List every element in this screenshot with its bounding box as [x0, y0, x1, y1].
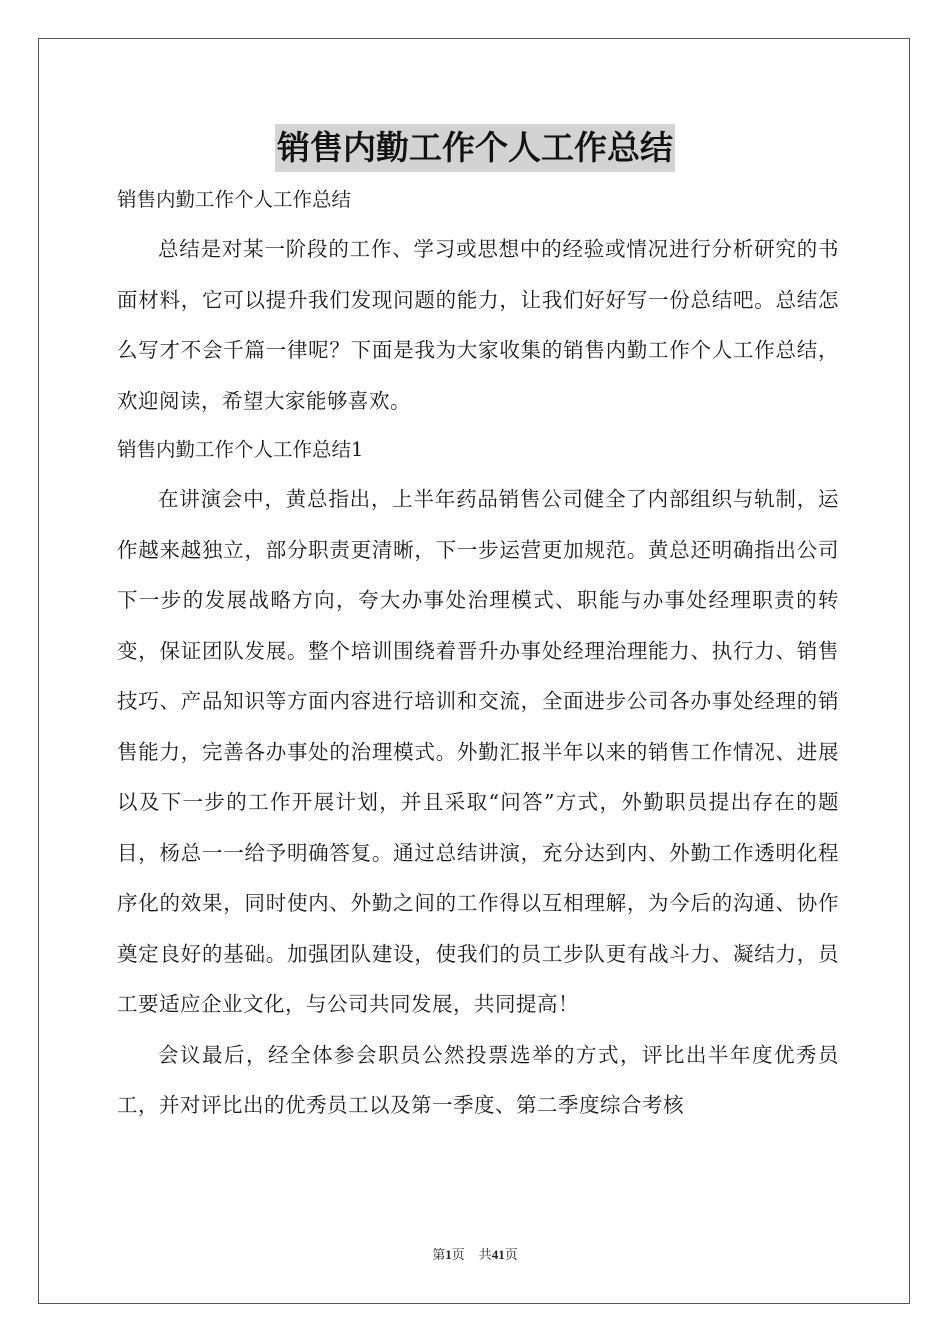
document-title: 销售内勤工作个人工作总结 [275, 124, 675, 172]
body-paragraph-1: 在讲演会中，黄总指出，上半年药品销售公司健全了内部组织与轨制，运作越来越独立，部分职责更清晰，下一步运营更加规范。黄总还明确指出公司下一步的发展战略方向，夸大办事处治理模式、职能与办事处经理职责的转变，保证团队发展。整个培训围绕着晋升办事处经理治理能力、执行力、销售技巧、产品知识等方面内容进行培训和交流，全面进步公司各办事处经理的销售能力，完善各办事处的治理模式。外勤汇报半年以来的销售工作情况、进展以及下一步的工作开展计划，并且采取“问答”方式，外勤职员提出存在的题目，杨总一一给予明确答复。通过总结讲演，充分达到内、外勤工作透明化程序化的效果，同时使内、外勤之间的工作得以互相理解，为今后的沟通、协作奠定良好的基础。加强团队建设，使我们的员工步队更有战斗力、凝结力，员工要适应企业文化，与公司共同发展，共同提高！ [117, 487, 839, 1016]
total-pages: 41 [491, 1247, 505, 1262]
document-body [117, 176, 839, 1131]
page-label-prefix: 第 [432, 1247, 446, 1262]
page-footer [0, 1244, 950, 1263]
page-number: 1 [445, 1247, 452, 1262]
title-container [0, 124, 950, 172]
total-label-prefix: 共 [478, 1247, 492, 1262]
page-label-suffix: 页 [451, 1247, 465, 1262]
body-paragraph-2: 会议最后，经全体参会职员公然投票选举的方式，评比出半年度优秀员工，并对评比出的优秀员工以及第一季度、第二季度综合考核 [117, 1042, 839, 1117]
total-label-suffix: 页 [504, 1247, 518, 1262]
document-subtitle: 销售内勤工作个人工作总结 [117, 188, 352, 211]
section-heading: 销售内勤工作个人工作总结1 [117, 438, 364, 461]
intro-paragraph: 总结是对某一阶段的工作、学习或思想中的经验或情况进行分析研究的书面材料，它可以提升我们发现问题的能力，让我们好好写一份总结吧。总结怎么写才不会千篇一律呢？下面是我为大家收集的销售内勤工作个人工作总结，欢迎阅读，希望大家能够喜欢。 [117, 237, 839, 413]
